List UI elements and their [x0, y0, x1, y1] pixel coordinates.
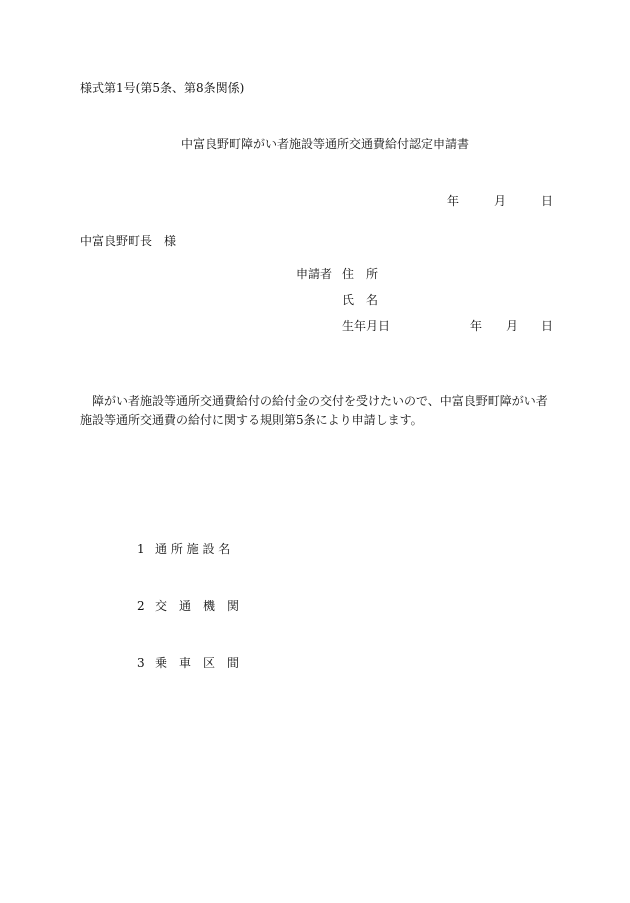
body-paragraph: 障がい者施設等通所交通費給付の給付金の交付を受けたいので、中富良野町障がい者施設等通所交通費の給付に関する規則第5条により申請します。	[80, 394, 548, 427]
birth-month-label: 月	[506, 319, 519, 333]
date-year-label: 年	[447, 194, 460, 208]
item-facility-name	[137, 541, 230, 557]
birth-year-label: 年	[470, 319, 483, 333]
document-title: 中富良野町障がい者施設等通所交通費給付認定申請書	[180, 137, 469, 151]
address-label: 住 所	[342, 267, 379, 281]
birthdate-label: 生年月日	[342, 319, 391, 333]
item-label: 乗 車 区 間	[155, 656, 240, 670]
date-month-label: 月	[494, 194, 507, 208]
form-number: 様式第1号(第5条、第8条関係)	[80, 81, 245, 95]
item-transport	[137, 598, 239, 614]
addressee: 中富良野町長 様	[80, 234, 177, 248]
item-number: 1	[137, 542, 145, 556]
item-boarding-section	[137, 655, 239, 671]
birth-day-label: 日	[541, 319, 554, 333]
name-label: 氏 名	[342, 293, 379, 307]
applicant-label: 申請者	[296, 267, 333, 281]
date-day-label: 日	[541, 194, 554, 208]
item-label: 交 通 機 関	[155, 599, 240, 613]
item-number: 2	[137, 599, 145, 613]
item-label: 通 所 施 設 名	[155, 542, 231, 556]
item-number: 3	[137, 656, 145, 670]
